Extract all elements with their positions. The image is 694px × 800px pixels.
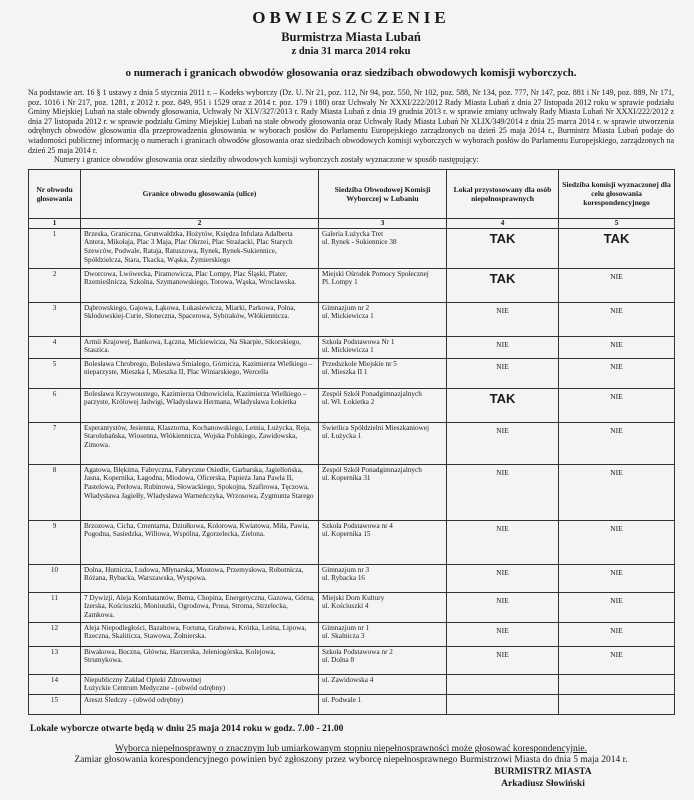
commission-seat-cell: Gimnazjum nr 2 ul. Mickiewicza 1 (319, 302, 447, 336)
accessible-venue-cell: NIE (447, 564, 559, 592)
district-number-cell: 6 (29, 388, 81, 422)
signature-block (468, 766, 618, 790)
correspondence-cell: NIE (559, 336, 675, 358)
district-number-cell: 14 (29, 674, 81, 694)
correspondence-cell: NIE (559, 464, 675, 520)
column-number: 3 (319, 218, 447, 228)
table-row (29, 302, 675, 336)
district-number-cell: 15 (29, 694, 81, 714)
district-borders-cell: Esperantystów, Jesienna, Klasztorna, Kochanowskiego, Letnia, Łużycka, Reja, Starolubańska, Wiosenna, Włókiennicza, Wojska Polskiego, Zawidowska, Zimowa. (81, 422, 319, 464)
header-accessible-venue: Lokal przystosowany dla osób niepełnosprawnych (447, 169, 559, 218)
correspondence-cell: NIE (559, 358, 675, 388)
header-district-borders: Granice obwodu głosowania (ulice) (81, 169, 319, 218)
header-commission-seat: Siedziba Obwodowej Komisji Wyborczej w Lubaniu (319, 169, 447, 218)
accessible-venue-cell (447, 694, 559, 714)
commission-seat-cell: Zespół Szkół Ponadgimnazjalnych ul. Wł. Łokietka 2 (319, 388, 447, 422)
commission-seat-cell: Galeria Łużycka Tret ul. Rynek - Sukiennice 38 (319, 228, 447, 268)
accessible-venue-cell: NIE (447, 622, 559, 646)
table-row (29, 422, 675, 464)
column-number: 2 (81, 218, 319, 228)
document-title: OBWIESZCZENIE (252, 8, 450, 27)
district-borders-cell: Niepubliczny Zakład Opieki Zdrowotnej Łużyckie Centrum Medyczne - (obwód odrębny) (81, 674, 319, 694)
district-number-cell: 3 (29, 302, 81, 336)
table-row (29, 564, 675, 592)
legal-basis-paragraph: Na podstawie art. 16 § 1 ustawy z dnia 5 stycznia 2011 r. – Kodeks wyborczy (Dz. U. Nr 21, poz. 112, Nr 94, poz. 550, Nr 102, poz. 588, Nr 134, poz. 777, Nr 147, poz. 881 i Nr 149, poz. 889, Nr 171, poz. 1016 i Nr 217, poz. 1281, z 2012 r. poz. 849, 951 i 1529 oraz z 2014 r. poz. 179 i 180) oraz Uchwały Nr XXXI/222/2012 Rady Miasta Lubań z dnia 27 listopada 2012 roku w sprawie podziału Gminy Miejskiej Lubań na stałe obwody głosowania, Uchwały Nr XLV/327/2013 r. Rady Miasta Lubań z dnia 19 grudnia 2013 r. w sprawie zmiany uchwały Rady Miasta Lubań Nr XXXI/222/2012 z dnia 27 listopada 2012 r. w sprawie podziału Gminy Miejskiej Lubań na stałe obwody głosowania oraz Uchwały Rady Miasta Lubań Nr XLIX/349/2014 z dnia 25 marca 2014 r. w sprawie utworzenia odrębnych obwodów głosowania dla przeprowadzenia głosowania w wyborach posłów do Parlamentu Europejskiego zarządzonych na dzień 25 maja 2014 r., Burmistrz Miasta Lubań podaje do wiadomości publicznej informację o numerach i granicach obwodów głosowania oraz siedzibach obwodowych komisji wyborczych w wyborach posłów do Parlamentu Europejskiego, zarządzonych na dzień 25 maja 2014 r. (28, 88, 674, 155)
table-row (29, 674, 675, 694)
column-number: 1 (29, 218, 81, 228)
district-number-cell: 13 (29, 646, 81, 674)
district-borders-cell: Dolna, Hutnicza, Ludowa, Młynarska, Mostowa, Przemysłowa, Robotnicza, Różana, Rybacka, Warszawska, Wyspowa. (81, 564, 319, 592)
district-borders-cell: Dworcowa, Lwówecka, Piramowicza, Plac Lompy, Plac Śląski, Plater, Rzemieślnicza, Szkolna, Szymanowskiego, Torowa, Wąska, Wrocławska. (81, 268, 319, 302)
commission-seat-cell: Miejski Ośrodek Pomocy Społecznej Pl. Lompy 1 (319, 268, 447, 302)
table-row (29, 520, 675, 564)
district-number-cell: 1 (29, 228, 81, 268)
correspondence-cell (559, 674, 675, 694)
district-number-cell: 5 (29, 358, 81, 388)
district-borders-cell: Dąbrowskiego, Gajowa, Łąkowa, Łukasiewicza, Miarki, Parkowa, Polna, Skłodowskiej-Curie, Słoneczna, Spacerowa, Sybiraków, Włókiennicza. (81, 302, 319, 336)
disabled-voter-note: Wyborca niepełnosprawny o znacznym lub umiarkowanym stopniu niepełnosprawności może głosować korespondencyjnie. (115, 743, 587, 754)
accessible-venue-cell: NIE (447, 520, 559, 564)
accessible-venue-cell: TAK (447, 228, 559, 268)
district-borders-cell: Agatowa, Błękitna, Fabryczna, Fabryczne Osiedle, Garbarska, Jagiellońska, Jasna, Kopernika, Łagodna, Miodowa, Oficerska, Papieża Jana Pawła II, Pastelowa, Perłowa, Rubinowa, Słowackiego, Spokojna, Szafirowa, Tęczowa, Władysława Jagiełły, Władysława Warneńczyka, Wrzosowa, Zygmunta Starego (81, 464, 319, 520)
table-row (29, 228, 675, 268)
district-borders-cell: 7 Dywizji, Aleja Kombatantów, Bema, Chopina, Energetyczna, Gazowa, Górna, Izerska, Kościuszki, Moniuszki, Ogrodowa, Prusa, Stroma, Strzelecka, Zamkowa. (81, 592, 319, 622)
correspondence-cell: NIE (559, 388, 675, 422)
signature-name: Arkadiusz Słowiński (501, 779, 585, 789)
district-number-cell: 2 (29, 268, 81, 302)
accessible-venue-cell (447, 674, 559, 694)
voting-districts-table (28, 169, 675, 715)
district-borders-cell: Brzozowa, Cicha, Cmentarna, Dziułkowa, Kolorowa, Kwiatowa, Miła, Pawia, Pogodna, Sasiedzka, Willowa, Wspólna, Zgorzelecka, Zielona. (81, 520, 319, 564)
accessible-venue-cell: TAK (447, 388, 559, 422)
district-number-cell: 7 (29, 422, 81, 464)
table-intro: Numery i granice obwodów głosowania oraz siedziby obwodowych komisji wyborczych zostały wyznaczone w sposób następujący: (54, 155, 479, 165)
accessible-venue-cell: NIE (447, 592, 559, 622)
commission-seat-cell: Szkoła Podstawowa nr 2 ul. Dolna 8 (319, 646, 447, 674)
accessible-venue-cell: NIE (447, 358, 559, 388)
accessible-venue-cell: NIE (447, 464, 559, 520)
table-row (29, 358, 675, 388)
polling-hours: Lokale wyborcze otwarte będą w dniu 25 maja 2014 roku w godz. 7.00 - 21.00 (30, 723, 344, 734)
table-header-row (29, 169, 675, 218)
commission-seat-cell: Miejski Dom Kultury ul. Kościuszki 4 (319, 592, 447, 622)
district-number-cell: 12 (29, 622, 81, 646)
commission-seat-cell: Świetlica Spółdzielni Mieszkaniowej ul. Łużycka 1 (319, 422, 447, 464)
table-row (29, 622, 675, 646)
commission-seat-cell: Przedszkole Miejskie nr 5 ul. Mieszka II 1 (319, 358, 447, 388)
header-district-number: Nr obwodu głosowania (29, 169, 81, 218)
district-number-cell: 11 (29, 592, 81, 622)
issuer: Burmistrza Miasta Lubań (281, 30, 421, 44)
document-date: z dnia 31 marca 2014 roku (291, 46, 411, 57)
correspondence-cell: NIE (559, 592, 675, 622)
column-number: 5 (559, 218, 675, 228)
district-number-cell: 4 (29, 336, 81, 358)
accessible-venue-cell: TAK (447, 268, 559, 302)
table-row (29, 388, 675, 422)
commission-seat-cell: Gimnazjum nr 1 ul. Skalnicza 3 (319, 622, 447, 646)
table-body (29, 228, 675, 714)
district-borders-cell: Aleja Niepodległości, Bazaltowa, Fortuna, Grabowa, Krótka, Leśna, Lipowa, Rzeczna, Skaliticza, Stawowa, Żołnierska. (81, 622, 319, 646)
district-borders-cell: Bolesława Chrobrego, Bolesława Śmiałego, Górnicza, Kazimierza Wielkiego – nieparzyste, Mieszka I, Mieszka II, Plac Winiarskiego, Wercella (81, 358, 319, 388)
commission-seat-cell: Szkoła Podstawowa Nr 1 ul. Mickiewicza 1 (319, 336, 447, 358)
table-row (29, 646, 675, 674)
correspondence-cell (559, 694, 675, 714)
commission-seat-cell: Zespół Szkół Ponadgimnazjalnych ul. Kopernika 31 (319, 464, 447, 520)
table-row (29, 268, 675, 302)
district-number-cell: 9 (29, 520, 81, 564)
correspondence-cell: NIE (559, 268, 675, 302)
district-borders-cell: Bolesława Krzywoustego, Kazimierza Odnowiciela, Kazimierza Wielkiego – parzyste, Królowej Jadwigi, Władysława Hermana, Władysława Łokietka (81, 388, 319, 422)
header-correspondence-commission: Siedziba komisji wyznaczonej dla celu głosowania korespondencyjnego (559, 169, 675, 218)
correspondence-cell: NIE (559, 422, 675, 464)
column-numbers-row (29, 218, 675, 228)
correspondence-cell: NIE (559, 520, 675, 564)
commission-seat-cell: Gimnazjum nr 3 ul. Rybacka 16 (319, 564, 447, 592)
accessible-venue-cell: NIE (447, 302, 559, 336)
signature-title: BURMISTRZ MIASTA (494, 767, 592, 777)
table-row (29, 464, 675, 520)
table-row (29, 694, 675, 714)
table-row (29, 336, 675, 358)
district-borders-cell: Areszt Śledczy - (obwód odrębny) (81, 694, 319, 714)
district-borders-cell: Biwakowa, Boczna, Główna, Harcerska, Jeleniogórska, Kolejowa, Strumykowa. (81, 646, 319, 674)
correspondence-cell: NIE (559, 564, 675, 592)
correspondence-cell: TAK (559, 228, 675, 268)
correspondence-deadline-note: Zamiar głosowania korespondencyjnego powinien być zgłoszony przez wyborcę niepełnosprawnego Burmistrzowi Miasta do dnia 5 maja 2014 r. (74, 754, 628, 765)
column-number: 4 (447, 218, 559, 228)
district-borders-cell: Brzeska, Graniczna, Grunwaldzka, Hożytów, Księdza Infulata Adalberta Antera, Mikołaja, Plac 3 Maja, Plac Okrzei, Plac Strażacki, Plac Starych Szewców, Podwale, Rataja, Ratuszowa, Rynek, Rynek-Sukiennice, Spółdzielcza, Stara, Tkacka, Wąska, Żymierskiego (81, 228, 319, 268)
correspondence-cell: NIE (559, 622, 675, 646)
district-number-cell: 8 (29, 464, 81, 520)
district-borders-cell: Armii Krajowej, Bankowa, Łączna, Mickiewicza, Na Skarpie, Sikorskiego, Staszica. (81, 336, 319, 358)
commission-seat-cell: Szkoła Podstawowa nr 4 ul. Kopernika 15 (319, 520, 447, 564)
document-subject: o numerach i granicach obwodów głosowania oraz siedzibach obwodowych komisji wyborczych. (125, 67, 577, 79)
accessible-venue-cell: NIE (447, 646, 559, 674)
accessible-venue-cell: NIE (447, 336, 559, 358)
correspondence-cell: NIE (559, 646, 675, 674)
commission-seat-cell: ul. Podwale 1 (319, 694, 447, 714)
commission-seat-cell: ul. Zawidowska 4 (319, 674, 447, 694)
district-number-cell: 10 (29, 564, 81, 592)
correspondence-cell: NIE (559, 302, 675, 336)
table-row (29, 592, 675, 622)
accessible-venue-cell: NIE (447, 422, 559, 464)
